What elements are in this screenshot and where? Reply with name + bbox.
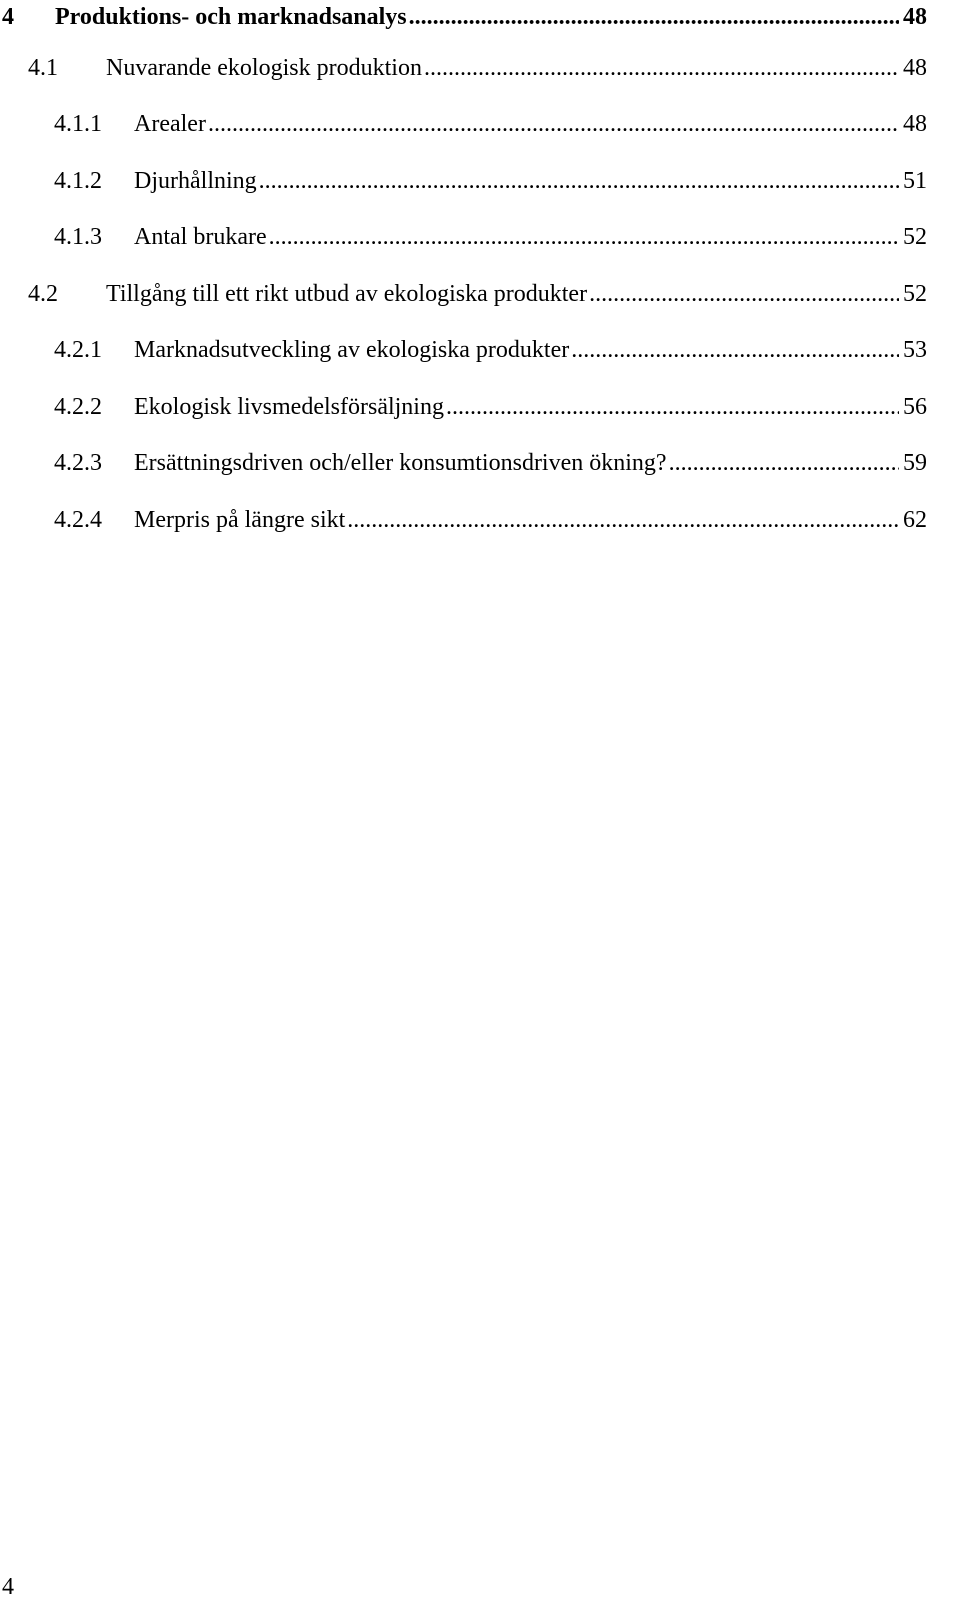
toc-entry[interactable] [54,503,927,537]
toc-entry-number: 4.1.1 [54,111,102,137]
toc-entry-page: 53 [903,337,927,363]
toc-dot-leader [571,333,899,367]
toc-entry-page: 48 [903,111,927,137]
toc-entry-title: Produktions- och marknadsanalys [55,4,407,30]
toc-entry[interactable] [54,220,927,254]
toc-entry[interactable] [2,0,927,34]
toc-dot-leader [259,164,899,198]
toc-entry-number: 4.1 [28,55,58,81]
toc-dot-leader [589,277,899,311]
toc-dot-leader [446,390,899,424]
toc-dot-leader [424,51,899,85]
toc-entry-page: 62 [903,507,927,533]
toc-entry[interactable] [54,390,927,424]
toc-entry-title: Tillgång till ett rikt utbud av ekologiska produkter [106,281,588,307]
toc-dot-leader [347,503,899,537]
toc-entry-page: 59 [903,450,927,476]
toc-entry-number: 4.2.2 [54,394,102,420]
toc-entry-title: Djurhållning [134,168,257,194]
toc-dot-leader [208,107,899,141]
toc-entry-title: Merpris på längre sikt [134,507,346,533]
toc-dot-leader [409,0,899,34]
toc-entry-number: 4 [2,4,14,30]
toc-dot-leader [669,446,899,480]
toc-entry-page: 52 [903,224,927,250]
toc-entry-title: Antal brukare [134,224,267,250]
toc-entry[interactable] [54,333,927,367]
toc-entry-page: 56 [903,394,927,420]
toc-entry-number: 4.1.2 [54,168,102,194]
toc-entry[interactable] [54,164,927,198]
toc-entry[interactable] [54,446,927,480]
toc-entry-page: 51 [903,168,927,194]
toc-entry-number: 4.1.3 [54,224,102,250]
toc-entry-number: 4.2.3 [54,450,102,476]
toc-entry-title: Arealer [134,111,206,137]
toc-entry-title: Marknadsutveckling av ekologiska produkter [134,337,570,363]
toc-entry-page: 48 [903,55,927,81]
toc-entry-title: Ekologisk livsmedelsförsäljning [134,394,444,420]
toc-entry[interactable] [28,51,927,85]
toc-entry[interactable] [54,107,927,141]
toc-entry-page: 52 [903,281,927,307]
toc-entry-number: 4.2 [28,281,58,307]
toc-entry-number: 4.2.4 [54,507,102,533]
toc-entry-title: Ersättningsdriven och/eller konsumtionsdriven ökning? [134,450,667,476]
toc-dot-leader [269,220,899,254]
toc-entry[interactable] [28,277,927,311]
toc-entry-number: 4.2.1 [54,337,102,363]
toc-entry-title: Nuvarande ekologisk produktion [106,55,422,81]
page-number: 4 [2,1574,14,1600]
toc-entry-page: 48 [903,4,927,30]
